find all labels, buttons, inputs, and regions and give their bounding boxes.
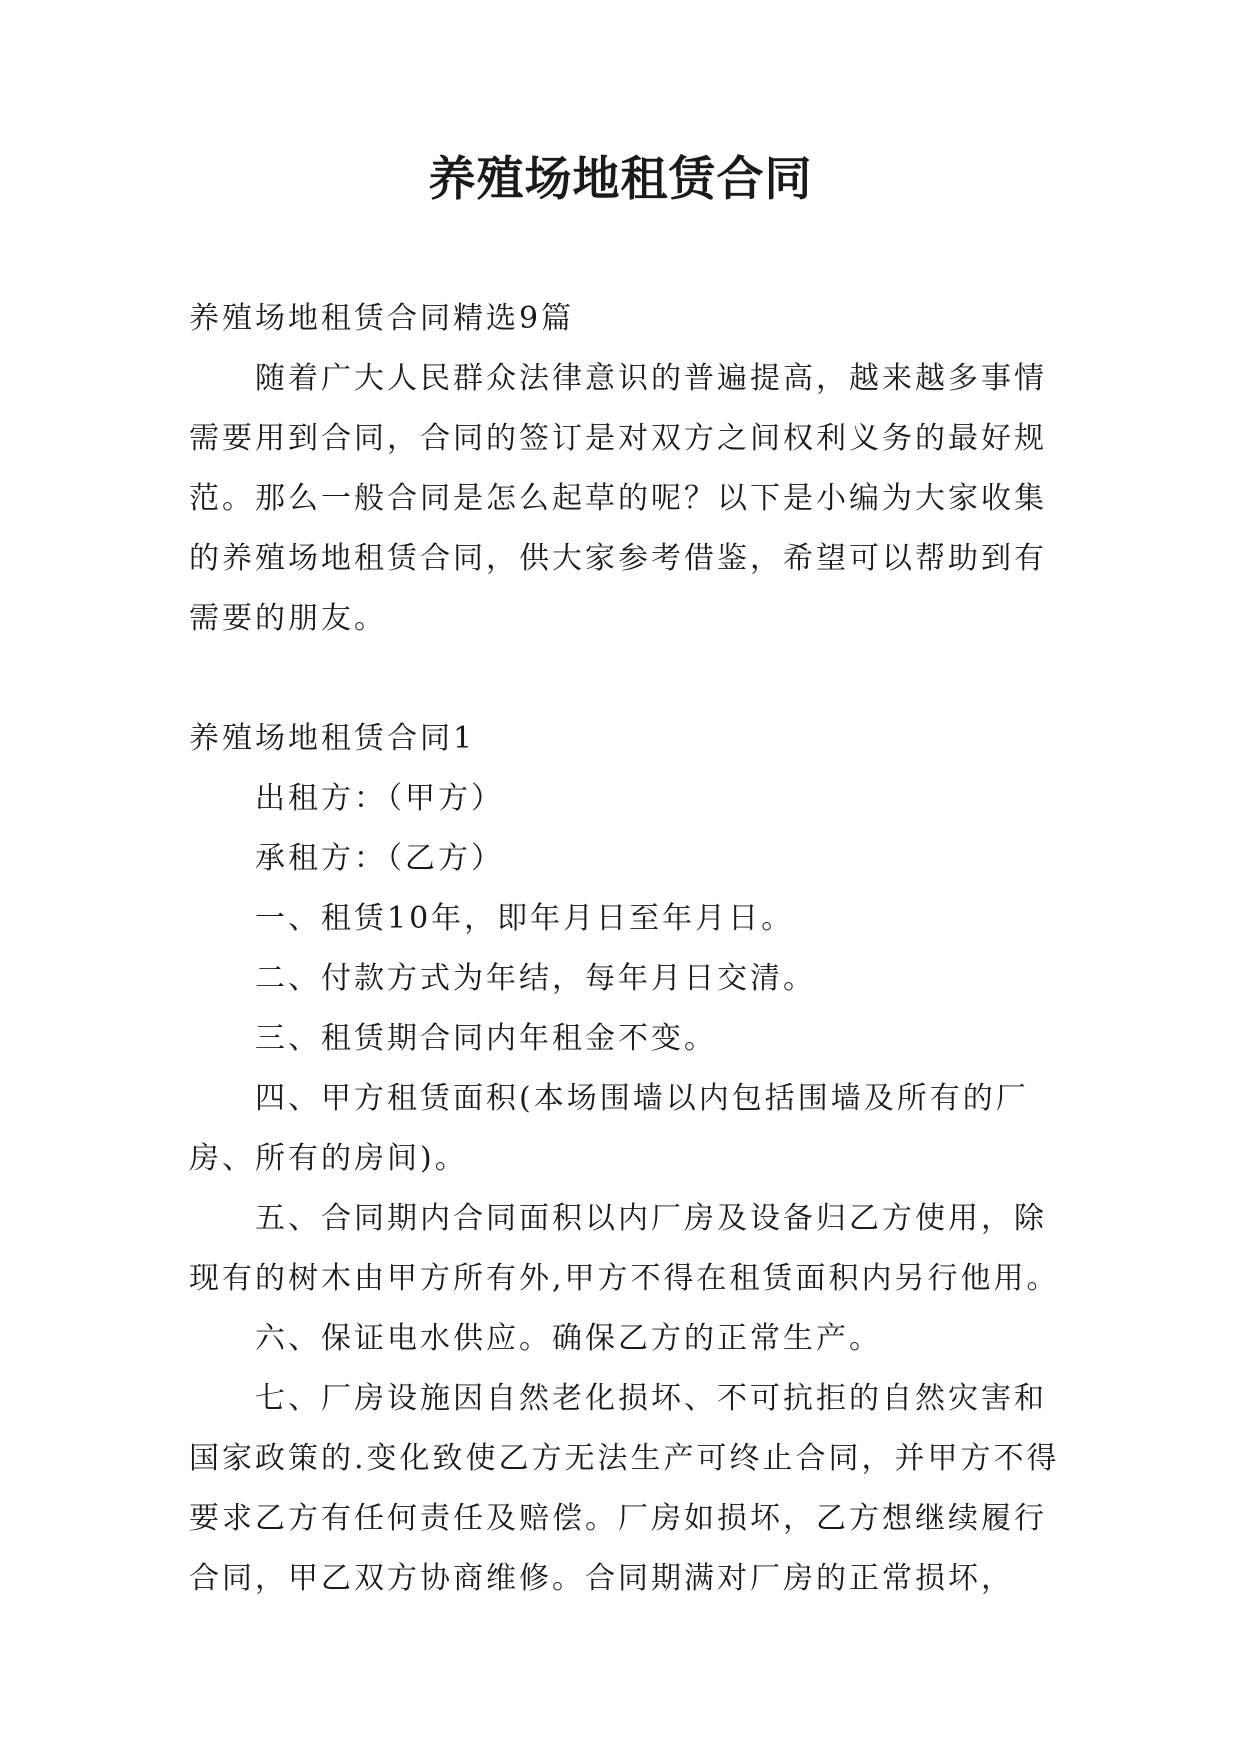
document-title: 养殖场地租赁合同	[428, 152, 813, 207]
document-body	[189, 289, 1069, 1609]
section-spacer	[189, 649, 1069, 709]
clause-5: 五、合同期内合同面积以内厂房及设备归乙方使用，除现有的树木由甲方所有外,甲方不得在租赁面积内另行他用。	[189, 1201, 1060, 1296]
clause-4: 四、甲方租赁面积(本场围墙以内包括围墙及所有的厂房、所有的房间)。	[189, 1081, 1029, 1176]
intro-paragraph: 随着广大人民群众法律意识的普遍提高，越来越多事情需要用到合同，合同的签订是对双方之间权利义务的最好规范。那么一般合同是怎么起草的呢？以下是小编为大家收集的养殖场地租赁合同，供大家参考借鉴，希望可以帮助到有需要的朋友。	[189, 361, 1047, 636]
lessee-line: 承租方：（乙方）	[255, 841, 504, 876]
clause-6: 六、保证电水供应。确保乙方的正常生产。	[255, 1321, 882, 1356]
lessor-line: 出租方：（甲方）	[255, 781, 504, 816]
document-subtitle: 养殖场地租赁合同精选9篇	[189, 301, 575, 336]
clause-1: 一、租赁10年，即年月日至年月日。	[255, 901, 795, 936]
section-heading: 养殖场地租赁合同1	[189, 721, 476, 756]
clause-3: 三、租赁期合同内年租金不变。	[255, 1021, 717, 1056]
clause-2: 二、付款方式为年结，每年月日交清。	[255, 961, 816, 996]
clause-7: 七、厂房设施因自然老化损坏、不可抗拒的自然灾害和国家政策的.变化致使乙方无法生产可终止合同，并甲方不得要求乙方有任何责任及赔偿。厂房如损坏，乙方想继续履行合同，甲乙双方协商维修。合同期满对厂房的正常损坏，	[189, 1381, 1060, 1596]
